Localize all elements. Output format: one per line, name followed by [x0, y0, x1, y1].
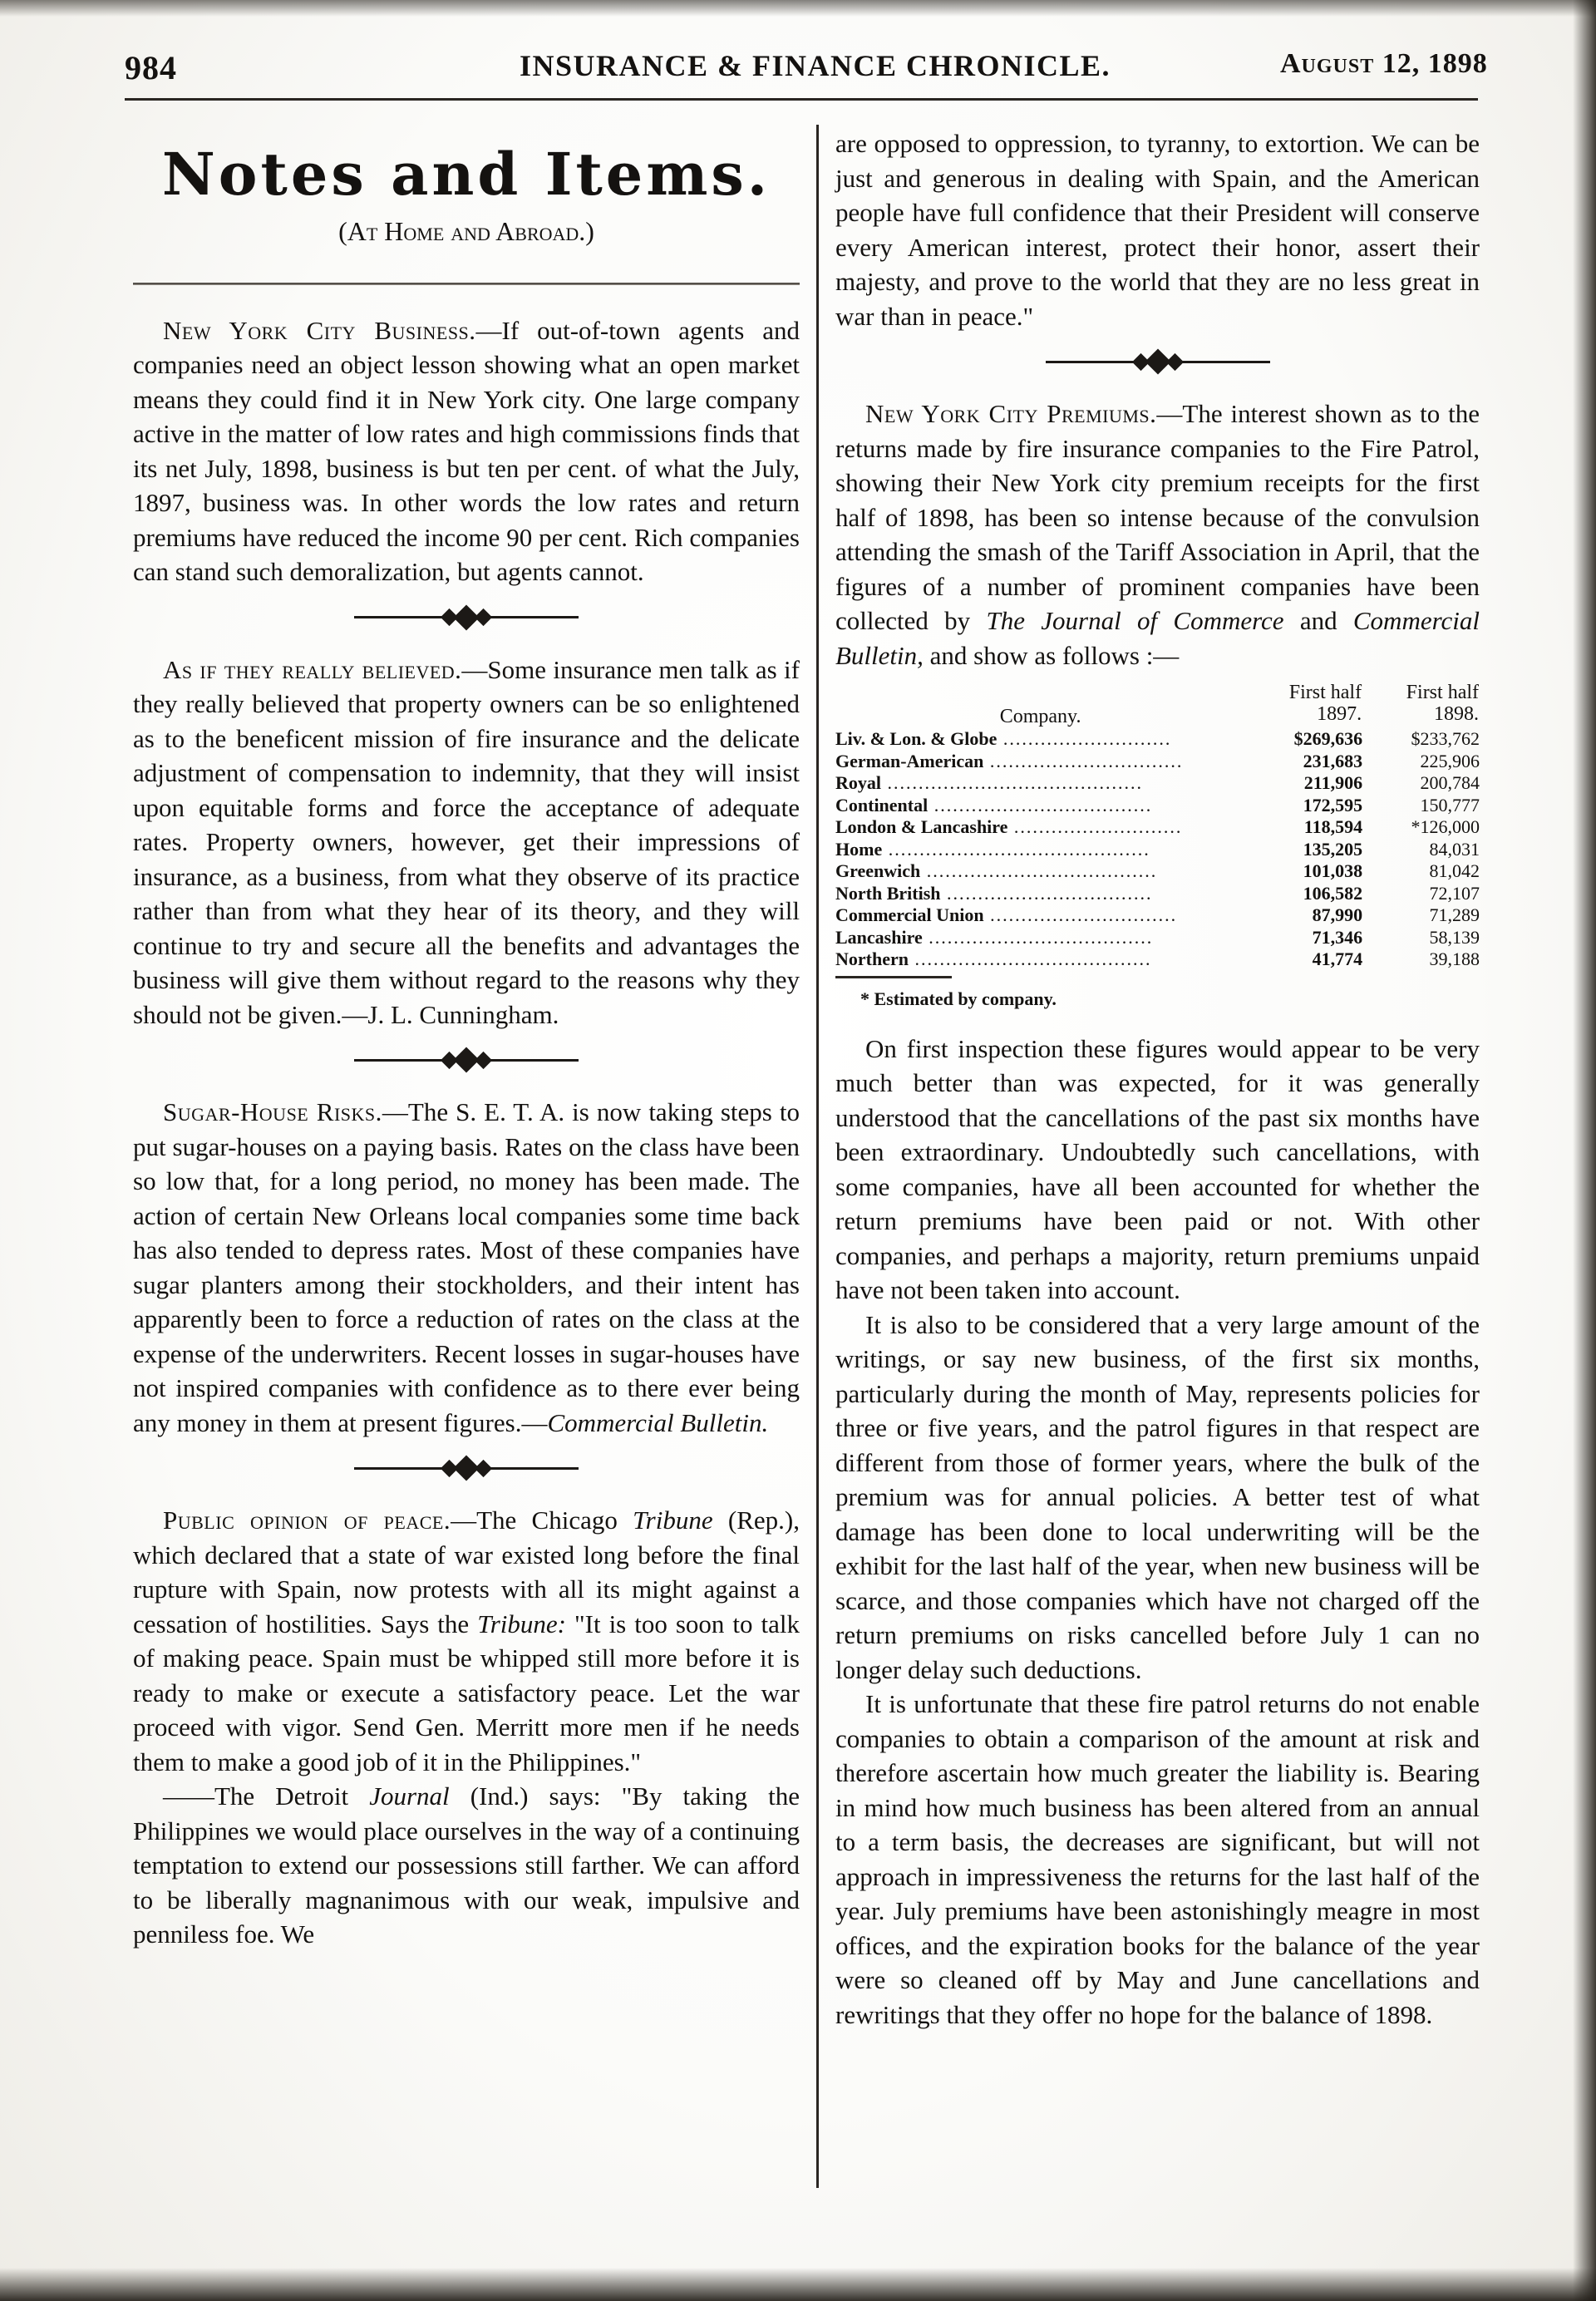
company-name: London & Lancashire ...........................: [835, 816, 1183, 837]
newspaper-name: Journal: [369, 1781, 450, 1811]
col-company: Company.: [999, 706, 1081, 727]
item-text: and: [1283, 606, 1353, 635]
company-name: Royal .........................................: [835, 772, 1143, 793]
value-1898: 72,107: [1429, 882, 1480, 904]
section-title: Notes and Items.: [161, 140, 771, 209]
item-peace-continued: are opposed to oppression, to tyranny, to extortion. We can be just and generous in dealing with Spain, and the American people have full confidence that their President will conserve every American interest, protect their honor, assert their majesty, and prove to the world that they are no less great in war than in peace.": [835, 129, 1480, 331]
paragraph-large-amount: It is also to be considered that a very large amount of the writings, or say new business, of the first six months, particularly during the month of May, represents policies for three or five years, and the patrol figures in that respect are different from those of former years, where the bulk of the premium was for annual policies. A better test of what damage has been done to local underwriting will be the exhibit for the last half of the year, when new business will be scarce, and those companies which have not charged off the return premiums on risks cancelled before July 1 can no longer delay such deductions.: [835, 1309, 1480, 1684]
item-source: Commercial Bulletin.: [547, 1407, 769, 1437]
table-row: [835, 728, 1480, 751]
value-1898: 58,139: [1429, 926, 1480, 948]
item-public-opinion: [133, 1503, 800, 1779]
table-row: [835, 795, 1480, 817]
scan-edge-right: [1573, 0, 1596, 2301]
item-heading: Public opinion of peace.: [163, 1505, 451, 1535]
value-1898: 84,031: [1429, 838, 1480, 860]
item-heading: New York City Premiums.: [865, 399, 1157, 428]
company-name: North British .................................: [835, 882, 1153, 904]
premiums-table: [835, 681, 1480, 971]
table-end-rule: [835, 976, 952, 978]
newspaper-name: Tribune:: [477, 1609, 566, 1638]
item-text: and show as follows :—: [923, 640, 1180, 670]
value-1898: *126,000: [1411, 816, 1480, 837]
company-name: German-American ...............................: [835, 750, 1184, 771]
table-body: [835, 728, 1480, 971]
company-name: Lancashire ....................................: [835, 926, 1154, 948]
item-nyc-premiums: [835, 397, 1480, 673]
scan-edge-top: [0, 0, 1596, 17]
value-1898: 150,777: [1420, 794, 1480, 815]
table-row: [835, 772, 1480, 795]
item-text: "It is too soon to talk of making peace. Spain must be whipped still more before it is ready to make or execute a satisfactory peace. Let the war proceed with vigor. Send Gen. Merritt more men if he needs them to make a good job of it in the Philippines.": [133, 1609, 800, 1776]
value-1897: 118,594: [1303, 816, 1363, 837]
newspaper-name: The Journal of Commerce: [986, 606, 1284, 635]
value-1898: 39,188: [1429, 948, 1480, 969]
value-1897: 211,906: [1303, 772, 1363, 793]
table-row: [835, 860, 1480, 883]
company-name: Home ..........................................: [835, 838, 1150, 860]
ornament-divider: [133, 1458, 800, 1478]
ornament-divider: [835, 352, 1480, 372]
item-sugar-house: [133, 1095, 800, 1440]
table-row: [835, 927, 1480, 949]
newspaper-name: Tribune: [633, 1505, 713, 1535]
item-really-believed: [133, 653, 800, 1032]
value-1897: 231,683: [1303, 750, 1363, 771]
item-heading: As if they really believed.: [163, 654, 462, 684]
item-text: —The S. E. T. A. is now taking steps to put sugar-houses on a paying basis. Rates on the class have been so low that, for a long period, no money has been made. The action of certain New Orleans local companies some time back has also tended to depress rates. Most of these companies have sugar planters among their stockholders, and their intent has apparently been to force a reduction of rates on the class at the expense of the underwriters. Recent losses in sugar-houses have not inspired companies with confidence as to there ever being any money in them at present figures.—: [133, 1097, 800, 1437]
item-text: —The Chicago: [451, 1505, 633, 1535]
company-name: Greenwich .....................................: [835, 860, 1158, 881]
scan-edge-bottom: [0, 2268, 1596, 2301]
item-text: —The interest shown as to the returns made by fire insurance companies to the Fire Patrol, showing their New York city premium receipts for the first half of 1898, has been so intense because of the convulsion attending the smash of the Tariff Association in April, that the figures of a number of prominent companies have been collected by: [835, 399, 1480, 635]
title-rule: [133, 283, 800, 285]
table-row: [835, 883, 1480, 905]
table-header-row: [835, 681, 1480, 728]
table-row: [835, 839, 1480, 861]
left-column: [133, 140, 800, 1952]
publication-title: INSURANCE & FINANCE CHRONICLE.: [520, 49, 1111, 82]
table-row: [835, 816, 1480, 839]
item-nyc-business: [133, 313, 800, 589]
item-heading: Sugar-House Risks.: [163, 1097, 382, 1126]
value-1897: 101,038: [1303, 860, 1363, 881]
table-row: [835, 904, 1480, 927]
value-1897: 41,774: [1312, 948, 1363, 969]
col-1897: First half 1897.: [1288, 682, 1362, 725]
value-1898: 81,042: [1429, 860, 1480, 881]
ornament-divider: [133, 608, 800, 628]
item-text: (Rep.), which declared that a state of war existed long before the final rupture with Spain, now protests with all its might against a cessation of hostilities. Says the: [133, 1505, 800, 1638]
value-1897: 106,582: [1303, 882, 1363, 904]
item-detroit-journal: [133, 1779, 800, 1952]
value-1898: $233,762: [1411, 728, 1480, 749]
value-1897: 172,595: [1303, 794, 1363, 815]
table-footnote: * Estimated by company.: [860, 988, 1057, 1009]
value-1898: 200,784: [1420, 772, 1480, 793]
value-1897: 135,205: [1303, 838, 1363, 860]
col-1898: First half 1898.: [1406, 682, 1479, 725]
section-subtitle: (At Home and Abroad.): [338, 216, 594, 246]
column-divider: [816, 125, 819, 2188]
value-1897: 71,346: [1312, 926, 1363, 948]
company-name: Northern ......................................: [835, 948, 1152, 969]
page-number: 984: [125, 49, 177, 86]
company-name: Commercial Union ..............................: [835, 904, 1178, 925]
value-1898: 225,906: [1420, 750, 1480, 771]
right-column: [835, 126, 1480, 2032]
item-text: (Ind.) says: "By taking the Philippines we would place ourselves in the way of a continuing temptation to extend our possessions still farther. We can afford to be liberally magnanimous with our weak, impulsive and penniless foe. We: [133, 1781, 800, 1949]
item-text: —If out-of-town agents and companies need an object lesson showing what an open market means they could find it in New York city. One large company active in the matter of low rates and high commissions finds that its net July, 1898, business is but ten per cent. of what the July, 1897, business was. In other words the low rates and return premiums have reduced the income 90 per cent. Rich companies can stand such demoralization, but agents cannot.: [133, 315, 800, 586]
ornament-divider: [133, 1050, 800, 1070]
item-heading: New York City Business.: [163, 315, 476, 345]
paragraph-fire-patrol: It is unfortunate that these fire patrol returns do not enable companies to obtain a comparison of the amount at risk and therefore ascertain how much greater the liability is. Bearing in mind how much business has been altered from an annual to a term basis, the decreases are significant, but will not approach in impressiveness the returns for the last half of the year. July premiums have been astonishingly meagre in most offices, and the expiration books for the balance of the year were so cleaned off by May and June cancellations and rewritings that they offer no hope for the balance of 1898.: [835, 1689, 1480, 2029]
company-name: Liv. & Lon. & Globe ...........................: [835, 728, 1172, 749]
value-1897: 87,990: [1312, 904, 1363, 925]
header-rule: [125, 98, 1478, 101]
table-row: [835, 751, 1480, 773]
company-name: Continental ...................................: [835, 794, 1153, 815]
paragraph-first-inspection: On first inspection these figures would appear to be very much better than was expected, for it was generally understood that the cancellations of the past six months have been extraordinary. Undoubtedly such cancellations, with some companies, have all been accounted for whether the return premiums have been paid or not. With other companies, and perhaps a majority, return premiums unpaid have not been taken into account.: [835, 1033, 1480, 1304]
value-1898: 71,289: [1429, 904, 1480, 925]
item-text: —Some insurance men talk as if they really believed that property owners can be so enlightened as to the beneficent mission of fire insurance and the delicate adjustment of compensation to indemnity, that they will insist upon equitable forms and force the acceptance of adequate rates. Property owners, however, get their impressions of insurance, as a business, from what they observe of its practice rather than from what they hear of its theory, and they will continue to try and secure all the benefits and advantages the business will give them without regard to the reasons why they should not be given.—J. L. Cunningham.: [133, 654, 800, 1029]
value-1897: $269,636: [1293, 728, 1363, 749]
newspaper-name: Commercial Bulletin,: [835, 606, 1480, 670]
item-text: ——The Detroit: [163, 1781, 370, 1811]
table-row: [835, 948, 1480, 971]
issue-date: August 12, 1898: [1280, 48, 1488, 79]
